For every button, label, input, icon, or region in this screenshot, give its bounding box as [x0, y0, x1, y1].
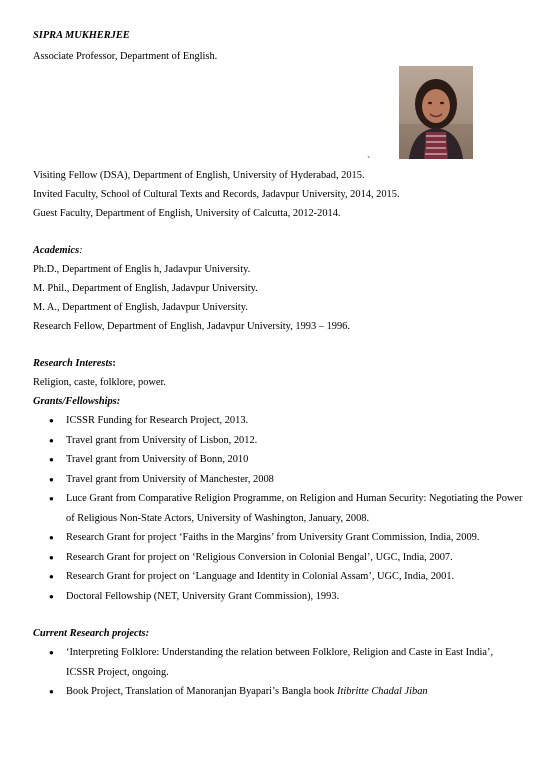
current-projects-section: [33, 624, 523, 702]
list-item: [33, 682, 523, 702]
list-item: ● Travel grant from University of Lisbon, 2012.: [33, 431, 523, 451]
academics-section: [33, 241, 523, 336]
research-interests-section: [33, 354, 523, 392]
list-item: ● ‘Interpreting Folklore: Understanding the relation between Folklore, Religion and Caste in East India’, ICSSR Project, ongoing.: [33, 643, 523, 682]
academics-item: Ph.D., Department of Englis h, Jadavpur University.: [33, 264, 251, 275]
appointments-section: [33, 166, 523, 223]
portrait-photo: [399, 66, 473, 159]
academics-heading-colon: :: [79, 245, 83, 256]
academics-item: M. A., Department of English, Jadavpur University.: [33, 302, 248, 313]
cv-page: [33, 30, 523, 702]
grants-list: [33, 411, 523, 606]
appointment-line: Guest Faculty, Department of English, University of Calcutta, 2012-2014.: [33, 208, 341, 219]
list-item: ● ICSSR Funding for Research Project, 2013.: [33, 411, 523, 431]
list-item: ● Research Grant for project on ‘Language and Identity in Colonial Assam’, UGC, India, 2001.: [33, 567, 523, 587]
academics-heading: [33, 241, 523, 260]
academics-item: M. Phil., Department of English, Jadavpur University.: [33, 283, 258, 294]
grants-heading: Grants/Fellowships:: [33, 396, 121, 407]
research-interests-heading: [33, 354, 523, 373]
book-project-text: Book Project, Translation of Manoranjan Byapari’s Bangla book: [66, 686, 337, 697]
list-item: ● Travel grant from University of Bonn, 2010: [33, 450, 523, 470]
photo-row: [33, 66, 523, 166]
book-title: Itibritte Chadal Jiban: [337, 686, 428, 697]
current-projects-heading: Current Research projects:: [33, 628, 150, 639]
appointment-line: Invited Faculty, School of Cultural Texts and Records, Jadavpur University, 2014, 2015.: [33, 189, 400, 200]
person-name: SIPRA MUKHERJEE: [33, 30, 130, 41]
research-interests-heading-text: Research Interests: [33, 358, 113, 369]
list-item: ● Research Grant for project on ‘Religious Conversion in Colonial Bengal’, UGC, India, 2007.: [33, 548, 523, 568]
grants-section: [33, 392, 523, 606]
research-interests-heading-colon: :: [112, 358, 116, 369]
list-item: ● Travel grant from University of Manchester, 2008: [33, 470, 523, 490]
current-projects-list: [33, 643, 523, 702]
position-title: Associate Professor, Department of English.: [33, 51, 218, 62]
research-interests-text: Religion, caste, folklore, power.: [33, 377, 167, 388]
appointment-line: Visiting Fellow (DSA), Department of English, University of Hyderabad, 2015.: [33, 170, 365, 181]
academics-heading-text: Academics: [33, 245, 80, 256]
list-item: ● Luce Grant from Comparative Religion Programme, on Religion and Human Security: Negotiating the Power of Religious Non-State Actors, University of Washington, January, 2008.: [33, 489, 523, 528]
list-item: ● Doctoral Fellowship (NET, University Grant Commission), 1993.: [33, 587, 523, 607]
tick-mark: `: [367, 156, 371, 167]
list-item: ● Research Grant for project ‘Faiths in the Margins’ from University Grant Commission, India, 2009.: [33, 528, 523, 548]
academics-item: Research Fellow, Department of English, Jadavpur University, 1993 – 1996.: [33, 321, 350, 332]
